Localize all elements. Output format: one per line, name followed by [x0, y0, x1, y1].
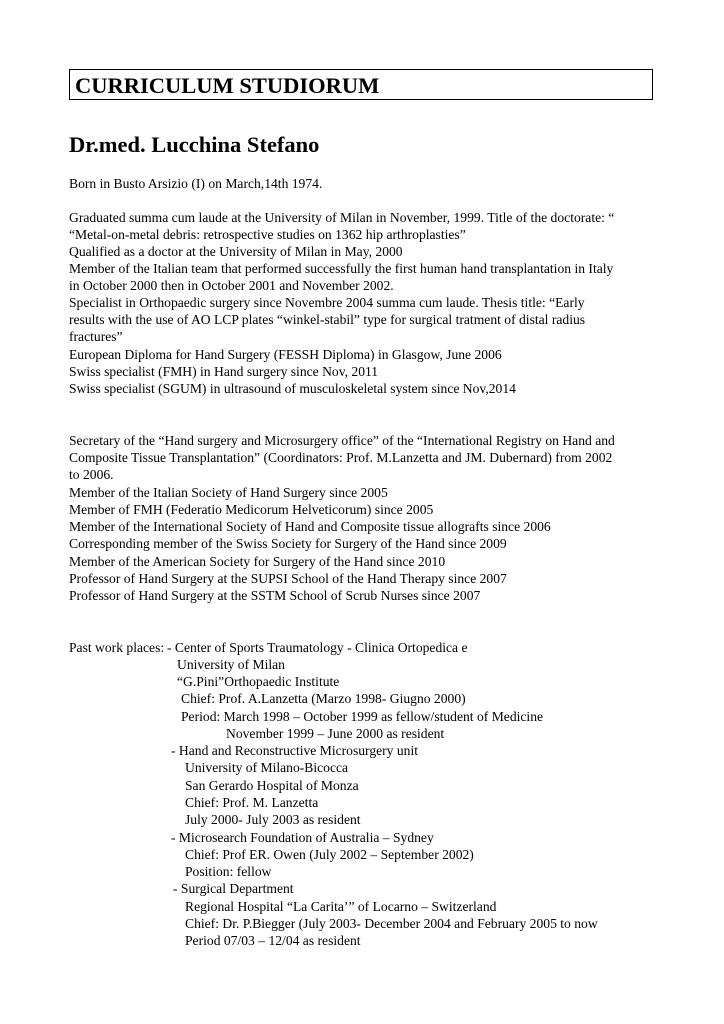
membership-line: to 2006.	[69, 467, 114, 482]
membership-line: Member of FMH (Federatio Medicorum Helveticorum) since 2005	[69, 502, 434, 517]
work-line: Chief: Prof ER. Owen (July 2002 – September 2002)	[185, 847, 474, 862]
person-name: Dr.med. Lucchina Stefano	[69, 132, 320, 157]
work-line: Chief: Prof. M. Lanzetta	[185, 795, 319, 810]
work-line: - Microsearch Foundation of Australia – Sydney	[171, 830, 434, 845]
work-line: - Center of Sports Traumatology - Clinica Ortopedica e	[167, 640, 468, 655]
membership-line: Professor of Hand Surgery at the SUPSI School of the Hand Therapy since 2007	[69, 571, 507, 586]
education-line: Qualified as a doctor at the University of Milan in May, 2000	[69, 244, 403, 259]
work-line: - Hand and Reconstructive Microsurgery unit	[171, 743, 419, 758]
education-line: in October 2000 then in October 2001 and November 2002.	[69, 278, 394, 293]
education-line: Swiss specialist (FMH) in Hand surgery since Nov, 2011	[69, 364, 379, 379]
work-line: Period: March 1998 – October 1999 as fellow/student of Medicine	[181, 709, 544, 724]
work-line: - Surgical Department	[173, 881, 294, 896]
education-line: Member of the Italian team that performed successfully the first human hand transplantation in Italy	[69, 261, 614, 276]
education-line: European Diploma for Hand Surgery (FESSH Diploma) in Glasgow, June 2006	[69, 347, 502, 362]
education-line: Graduated summa cum laude at the University of Milan in November, 1999. Title of the doctorate: “	[69, 210, 615, 225]
document-title: CURRICULUM STUDIORUM	[75, 73, 380, 98]
education-line: Specialist in Orthopaedic surgery since Novembre 2004 summa cum laude. Thesis title: “Early	[69, 295, 585, 310]
work-line: Chief: Prof. A.Lanzetta (Marzo 1998- Giugno 2000)	[181, 691, 466, 706]
work-line: University of Milan	[177, 657, 285, 672]
education-line: “Metal-on-metal debris: retrospective studies on 1362 hip arthroplasties”	[69, 227, 466, 242]
title-box	[69, 69, 653, 100]
membership-line: Member of the American Society for Surgery of the Hand since 2010	[69, 554, 446, 569]
membership-line: Corresponding member of the Swiss Society for Surgery of the Hand since 2009	[69, 536, 507, 551]
membership-line: Member of the International Society of Hand and Composite tissue allografts since 2006	[69, 519, 551, 534]
work-label: Past work places:	[69, 640, 165, 655]
membership-line: Member of the Italian Society of Hand Surgery since 2005	[69, 485, 388, 500]
work-line: November 1999 – June 2000 as resident	[226, 726, 445, 741]
work-line: Period 07/03 – 12/04 as resident	[185, 933, 361, 948]
work-line: Chief: Dr. P.Biegger (July 2003- December 2004 and February 2005 to now	[185, 916, 598, 931]
work-line: Regional Hospital “La Carita’” of Locarno – Switzerland	[185, 899, 497, 914]
education-line: fractures”	[69, 329, 123, 344]
work-line: University of Milano-Bicocca	[185, 760, 349, 775]
work-line: “G.Pini”Orthopaedic Institute	[177, 674, 340, 689]
birth-info: Born in Busto Arsizio (I) on March,14th 1974.	[69, 176, 323, 191]
work-line: Position: fellow	[185, 864, 272, 879]
work-line: San Gerardo Hospital of Monza	[185, 778, 359, 793]
education-line: results with the use of AO LCP plates “winkel-stabil” type for surgical tratment of distal radius	[69, 312, 586, 327]
membership-line: Professor of Hand Surgery at the SSTM School of Scrub Nurses since 2007	[69, 588, 481, 603]
work-line: July 2000- July 2003 as resident	[185, 812, 361, 827]
education-line: Swiss specialist (SGUM) in ultrasound of musculoskeletal system since Nov,2014	[69, 381, 516, 396]
membership-line: Composite Tissue Transplantation” (Coordinators: Prof. M.Lanzetta and JM. Dubernard) from 2002	[69, 450, 613, 465]
membership-line: Secretary of the “Hand surgery and Microsurgery office” of the “International Registry on Hand and	[69, 433, 615, 448]
